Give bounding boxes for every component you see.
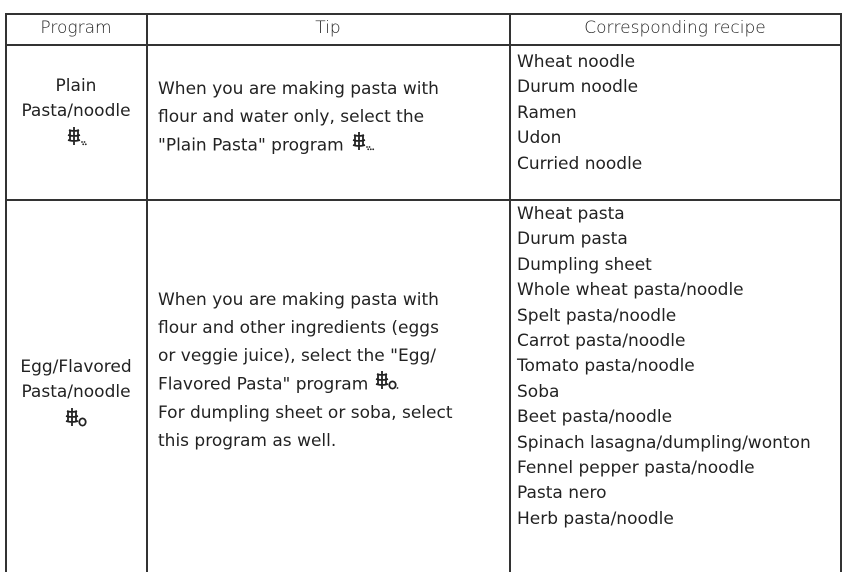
list-item: Wheat noodle xyxy=(517,52,636,72)
tip-line: "Plain Pasta" program xyxy=(158,135,344,156)
list-item: Fennel pepper pasta/noodle xyxy=(517,458,755,479)
tip-line: For dumpling sheet or soba, select xyxy=(158,403,453,423)
table-border-right xyxy=(840,13,842,572)
tip-cell-egg xyxy=(158,286,508,455)
program-name-line: Pasta/noodle xyxy=(21,382,131,402)
header-divider xyxy=(5,44,842,46)
list-item: Wheat pasta xyxy=(517,204,625,224)
tip-line-with-icon xyxy=(158,370,508,399)
header-program: Program xyxy=(40,18,112,38)
recipe-list-egg xyxy=(517,202,811,532)
wheat-egg-icon xyxy=(374,370,400,399)
tip-line: When you are making pasta with xyxy=(158,290,439,310)
tip-line: When you are making pasta with xyxy=(158,79,439,99)
program-name-line: Plain xyxy=(55,76,97,96)
tip-line: flour and water only, select the xyxy=(158,107,425,127)
header-tip: Tip xyxy=(315,18,341,38)
list-item: Tomato pasta/noodle xyxy=(517,356,695,377)
program-name-line: Pasta/noodle xyxy=(21,101,131,121)
list-item: Durum noodle xyxy=(517,77,639,98)
list-item: Udon xyxy=(517,128,562,149)
row-divider xyxy=(5,199,842,201)
list-item: Curried noodle xyxy=(517,153,643,174)
wheat-dots-icon xyxy=(349,131,375,160)
list-item: Whole wheat pasta/noodle xyxy=(517,280,744,301)
list-item: Durum pasta xyxy=(517,229,628,250)
tip-line: this program as well. xyxy=(158,431,337,451)
program-cell-plain xyxy=(6,74,146,154)
tip-cell-plain xyxy=(158,75,508,160)
list-item: Soba xyxy=(517,381,560,402)
program-name-line: Egg/Flavored xyxy=(20,357,132,377)
list-item: Herb pasta/noodle xyxy=(517,508,674,529)
list-item: Spinach lasagna/dumpling/wonton xyxy=(517,432,811,453)
tip-line-with-icon xyxy=(158,131,508,160)
column-divider-1 xyxy=(146,13,148,572)
wheat-dots-icon xyxy=(65,126,87,154)
header-recipe: Corresponding recipe xyxy=(584,18,766,38)
list-item: Dumpling sheet xyxy=(517,254,652,275)
list-item: Pasta nero xyxy=(517,483,607,504)
wheat-egg-icon xyxy=(64,407,88,435)
column-divider-2 xyxy=(509,13,511,572)
recipe-list-plain xyxy=(517,50,642,177)
list-item: Spelt pasta/noodle xyxy=(517,305,677,326)
program-cell-egg xyxy=(6,355,146,435)
tip-line: or veggie juice), select the "Egg/ xyxy=(158,346,437,366)
tip-line: flour and other ingredients (eggs xyxy=(158,318,439,338)
list-item: Ramen xyxy=(517,102,577,123)
list-item: Carrot pasta/noodle xyxy=(517,331,686,352)
list-item: Beet pasta/noodle xyxy=(517,407,673,428)
tip-line: Flavored Pasta" program xyxy=(158,374,369,395)
